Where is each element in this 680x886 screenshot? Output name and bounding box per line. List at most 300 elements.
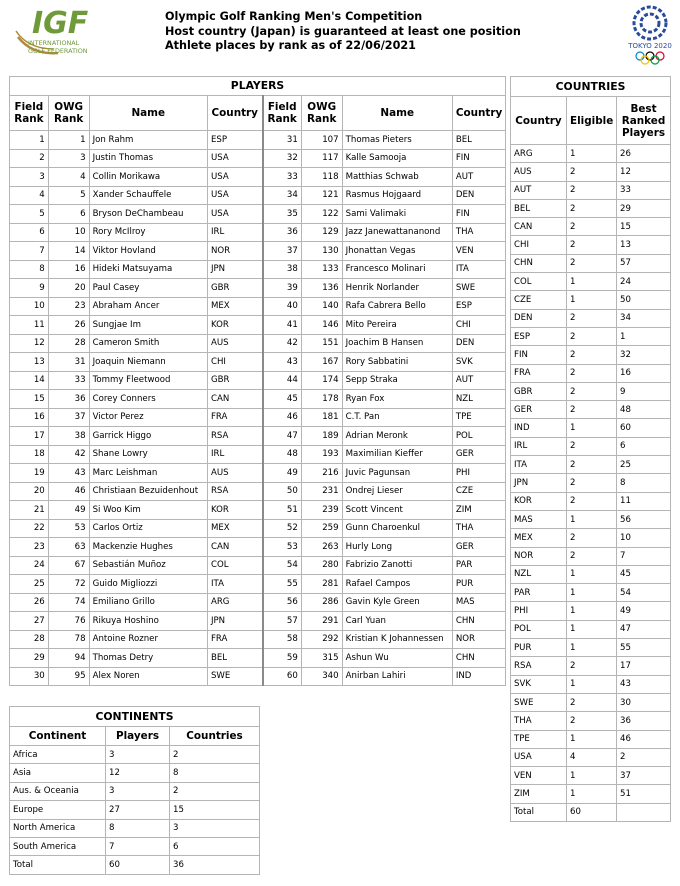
country-cell: 1 [567, 419, 617, 437]
players-header-cell: OWG Rank [48, 96, 89, 131]
country-cell: 2 [567, 657, 617, 675]
player-cell: Carl Yuan [342, 612, 452, 631]
player-cell: 60 [263, 667, 302, 686]
continent-row [10, 837, 260, 855]
player-cell: 47 [263, 427, 302, 446]
player-cell: Gavin Kyle Green [342, 593, 452, 612]
player-cell: 12 [10, 334, 49, 353]
country-cell: 46 [617, 730, 671, 748]
player-cell: Paul Casey [89, 279, 207, 298]
player-cell: 22 [10, 519, 49, 538]
player-cell: DEN [452, 186, 505, 205]
country-cell: 6 [617, 437, 671, 455]
player-cell: GBR [207, 279, 262, 298]
player-row [10, 556, 506, 575]
player-row [10, 223, 506, 242]
player-cell: 3 [48, 149, 89, 168]
country-cell: 51 [617, 785, 671, 803]
country-cell: 2 [567, 693, 617, 711]
player-cell: Gunn Charoenkul [342, 519, 452, 538]
player-cell: 54 [263, 556, 302, 575]
continent-row [10, 856, 260, 874]
tokyo-2020-logo [626, 4, 674, 66]
continent-row [10, 801, 260, 819]
player-cell: FRA [207, 408, 262, 427]
player-cell: 6 [48, 205, 89, 224]
player-cell: 291 [301, 612, 342, 631]
country-row [511, 584, 671, 602]
player-cell: Joachim B Hansen [342, 334, 452, 353]
country-cell: FIN [511, 346, 567, 364]
country-cell: 36 [617, 712, 671, 730]
player-row [10, 501, 506, 520]
country-cell: 1 [617, 327, 671, 345]
player-cell: NOR [207, 242, 262, 261]
player-cell: Rory McIlroy [89, 223, 207, 242]
player-cell: Sungjae Im [89, 316, 207, 335]
country-row [511, 785, 671, 803]
country-cell: 2 [567, 364, 617, 382]
player-cell: PUR [452, 575, 505, 594]
country-cell: CHN [511, 254, 567, 272]
continent-cell: 12 [106, 764, 170, 782]
country-cell: SVK [511, 675, 567, 693]
header-title: Olympic Golf Ranking Men's Competition [165, 10, 423, 23]
country-cell: POL [511, 620, 567, 638]
player-row [10, 519, 506, 538]
continent-cell: 60 [106, 856, 170, 874]
player-cell: 23 [10, 538, 49, 557]
player-row [10, 408, 506, 427]
player-cell: Si Woo Kim [89, 501, 207, 520]
player-cell: 53 [48, 519, 89, 538]
player-cell: 340 [301, 667, 342, 686]
country-cell: 2 [567, 218, 617, 236]
continent-cell: South America [10, 837, 106, 855]
player-cell: Sami Valimaki [342, 205, 452, 224]
player-cell: Joaquin Niemann [89, 353, 207, 372]
country-cell: 37 [617, 767, 671, 785]
country-row [511, 456, 671, 474]
continents-table [9, 706, 260, 875]
player-cell: 20 [10, 482, 49, 501]
continents-header-cell: Countries [170, 727, 260, 746]
player-cell: 189 [301, 427, 342, 446]
country-row [511, 767, 671, 785]
player-cell: Tommy Fleetwood [89, 371, 207, 390]
player-cell: SVK [452, 353, 505, 372]
continent-cell: 2 [170, 782, 260, 800]
player-cell: FIN [452, 149, 505, 168]
player-cell: Marc Leishman [89, 464, 207, 483]
player-cell: 76 [48, 612, 89, 631]
player-cell: KOR [207, 316, 262, 335]
country-cell: 2 [567, 712, 617, 730]
country-cell: ARG [511, 145, 567, 163]
player-cell: Matthias Schwab [342, 168, 452, 187]
country-cell: 1 [567, 639, 617, 657]
country-cell: 4 [567, 748, 617, 766]
player-cell: CHN [452, 649, 505, 668]
country-row [511, 419, 671, 437]
player-cell: 136 [301, 279, 342, 298]
country-cell: VEN [511, 767, 567, 785]
player-cell: Cameron Smith [89, 334, 207, 353]
continent-cell: 27 [106, 801, 170, 819]
player-cell: 27 [10, 612, 49, 631]
player-cell: 38 [48, 427, 89, 446]
country-cell: 11 [617, 492, 671, 510]
player-cell: 4 [10, 186, 49, 205]
player-cell: MEX [207, 297, 262, 316]
player-cell: Carlos Ortiz [89, 519, 207, 538]
player-cell: 74 [48, 593, 89, 612]
player-cell: Victor Perez [89, 408, 207, 427]
player-cell: Viktor Hovland [89, 242, 207, 261]
player-cell: MEX [207, 519, 262, 538]
player-row [10, 334, 506, 353]
continent-cell: Africa [10, 746, 106, 764]
header-date-line: Athlete places by rank as of 22/06/2021 [165, 39, 416, 52]
country-cell: 60 [567, 803, 617, 821]
country-cell: 24 [617, 273, 671, 291]
country-cell: 29 [617, 199, 671, 217]
player-cell: 122 [301, 205, 342, 224]
player-cell: 1 [10, 131, 49, 150]
players-header-cell: Field Rank [263, 96, 302, 131]
country-cell: 2 [567, 199, 617, 217]
player-cell: 19 [10, 464, 49, 483]
player-cell: 18 [10, 445, 49, 464]
player-cell: 118 [301, 168, 342, 187]
player-cell: Sebastián Muñoz [89, 556, 207, 575]
countries-header-cell: Country [511, 97, 567, 145]
player-cell: THA [452, 519, 505, 538]
country-cell: 1 [567, 510, 617, 528]
player-cell: FIN [452, 205, 505, 224]
player-cell: 140 [301, 297, 342, 316]
continents-table-title: CONTINENTS [10, 707, 260, 727]
player-cell: GER [452, 538, 505, 557]
player-cell: 16 [48, 260, 89, 279]
players-header-cell: Field Rank [10, 96, 49, 131]
player-cell: 45 [263, 390, 302, 409]
player-cell: 33 [263, 168, 302, 187]
player-cell: 20 [48, 279, 89, 298]
country-cell: BEL [511, 199, 567, 217]
country-row [511, 657, 671, 675]
player-cell: 286 [301, 593, 342, 612]
continent-row [10, 819, 260, 837]
player-cell: 6 [10, 223, 49, 242]
player-cell: 231 [301, 482, 342, 501]
continent-cell: Total [10, 856, 106, 874]
player-cell: 43 [263, 353, 302, 372]
country-row [511, 547, 671, 565]
country-cell: 2 [567, 437, 617, 455]
continent-cell: 3 [170, 819, 260, 837]
country-cell: MEX [511, 529, 567, 547]
player-cell: CHI [207, 353, 262, 372]
player-cell: Juvic Pagunsan [342, 464, 452, 483]
country-cell: COL [511, 273, 567, 291]
player-cell: JPN [207, 260, 262, 279]
country-cell: 2 [567, 163, 617, 181]
player-cell: Abraham Ancer [89, 297, 207, 316]
player-cell: CAN [207, 538, 262, 557]
player-cell: 4 [48, 168, 89, 187]
player-cell: 21 [10, 501, 49, 520]
player-cell: PHI [452, 464, 505, 483]
player-cell: CHN [452, 612, 505, 631]
players-header-cell: Country [452, 96, 505, 131]
country-cell: CZE [511, 291, 567, 309]
player-cell: Kristian K Johannessen [342, 630, 452, 649]
country-cell: ESP [511, 327, 567, 345]
player-cell: Anirban Lahiri [342, 667, 452, 686]
player-row [10, 538, 506, 557]
country-cell: 13 [617, 236, 671, 254]
player-row [10, 630, 506, 649]
continents-header-cell: Players [106, 727, 170, 746]
country-cell: 26 [617, 145, 671, 163]
country-cell: 2 [567, 254, 617, 272]
player-cell: 43 [48, 464, 89, 483]
player-cell: Thomas Pieters [342, 131, 452, 150]
player-cell: 31 [263, 131, 302, 150]
player-cell: 72 [48, 575, 89, 594]
player-cell: Jon Rahm [89, 131, 207, 150]
player-cell: 174 [301, 371, 342, 390]
continent-cell: Aus. & Oceania [10, 782, 106, 800]
player-cell: 35 [263, 205, 302, 224]
country-cell: DEN [511, 309, 567, 327]
country-cell: 1 [567, 565, 617, 583]
player-row [10, 353, 506, 372]
countries-table [510, 76, 671, 822]
continent-row [10, 782, 260, 800]
country-cell: THA [511, 712, 567, 730]
player-cell: 263 [301, 538, 342, 557]
player-cell: DEN [452, 334, 505, 353]
country-row [511, 364, 671, 382]
country-cell: SWE [511, 693, 567, 711]
continents-header-cell: Continent [10, 727, 106, 746]
player-cell: 2 [10, 149, 49, 168]
country-cell: 49 [617, 602, 671, 620]
country-row [511, 254, 671, 272]
player-cell: KOR [207, 501, 262, 520]
country-cell: 12 [617, 163, 671, 181]
country-cell: 10 [617, 529, 671, 547]
country-cell: 47 [617, 620, 671, 638]
country-cell: JPN [511, 474, 567, 492]
player-cell: 36 [48, 390, 89, 409]
player-cell: TPE [452, 408, 505, 427]
country-cell: 7 [617, 547, 671, 565]
country-cell: TPE [511, 730, 567, 748]
player-cell: 167 [301, 353, 342, 372]
player-cell: 40 [263, 297, 302, 316]
country-cell: 2 [567, 547, 617, 565]
player-cell: 56 [263, 593, 302, 612]
player-cell: BEL [452, 131, 505, 150]
country-cell: 2 [567, 309, 617, 327]
country-cell: IRL [511, 437, 567, 455]
player-cell: Christiaan Bezuidenhout [89, 482, 207, 501]
player-cell: IRL [207, 445, 262, 464]
country-cell: 1 [567, 767, 617, 785]
player-cell: 29 [10, 649, 49, 668]
country-cell: ZIM [511, 785, 567, 803]
player-row [10, 316, 506, 335]
player-cell: Ondrej Lieser [342, 482, 452, 501]
player-cell: BEL [207, 649, 262, 668]
country-row [511, 382, 671, 400]
player-cell: 37 [48, 408, 89, 427]
player-cell: 33 [48, 371, 89, 390]
player-cell: 55 [263, 575, 302, 594]
player-row [10, 186, 506, 205]
country-row [511, 474, 671, 492]
country-row [511, 510, 671, 528]
continent-cell: 6 [170, 837, 260, 855]
continent-row [10, 746, 260, 764]
player-cell: Jhonattan Vegas [342, 242, 452, 261]
country-row [511, 273, 671, 291]
country-row [511, 309, 671, 327]
player-cell: 146 [301, 316, 342, 335]
player-cell: IND [452, 667, 505, 686]
player-cell: USA [207, 186, 262, 205]
header-subtitle: Host country (Japan) is guaranteed at least one position [165, 24, 521, 38]
player-cell: 8 [10, 260, 49, 279]
player-cell: GER [452, 445, 505, 464]
player-cell: 46 [48, 482, 89, 501]
player-cell: 121 [301, 186, 342, 205]
country-cell: 2 [567, 401, 617, 419]
player-cell: RSA [207, 427, 262, 446]
player-cell: C.T. Pan [342, 408, 452, 427]
player-cell: Maximilian Kieffer [342, 445, 452, 464]
player-cell: Justin Thomas [89, 149, 207, 168]
country-cell: 25 [617, 456, 671, 474]
country-row [511, 181, 671, 199]
player-cell: SWE [207, 667, 262, 686]
player-cell: AUT [452, 371, 505, 390]
country-row [511, 639, 671, 657]
country-cell: RSA [511, 657, 567, 675]
player-cell: 28 [10, 630, 49, 649]
player-cell: IRL [207, 223, 262, 242]
player-cell: 17 [10, 427, 49, 446]
player-cell: 50 [263, 482, 302, 501]
continent-row [10, 764, 260, 782]
continent-cell: 8 [106, 819, 170, 837]
player-cell: 58 [263, 630, 302, 649]
country-cell: 48 [617, 401, 671, 419]
player-cell: 36 [263, 223, 302, 242]
player-cell: 216 [301, 464, 342, 483]
player-cell: 31 [48, 353, 89, 372]
country-cell: 34 [617, 309, 671, 327]
country-cell: AUT [511, 181, 567, 199]
document-header [165, 10, 521, 54]
player-row [10, 149, 506, 168]
player-cell: Xander Schauffele [89, 186, 207, 205]
player-cell: ESP [207, 131, 262, 150]
country-row [511, 163, 671, 181]
country-row [511, 748, 671, 766]
player-cell: Rafael Campos [342, 575, 452, 594]
country-cell: 32 [617, 346, 671, 364]
player-cell: 23 [48, 297, 89, 316]
country-cell: GBR [511, 382, 567, 400]
country-cell: 2 [567, 327, 617, 345]
player-cell: CZE [452, 482, 505, 501]
player-cell: Shane Lowry [89, 445, 207, 464]
player-row [10, 242, 506, 261]
country-cell: NOR [511, 547, 567, 565]
country-row [511, 620, 671, 638]
player-cell: 28 [48, 334, 89, 353]
country-cell: 45 [617, 565, 671, 583]
player-cell: 30 [10, 667, 49, 686]
country-row [511, 401, 671, 419]
country-cell: PAR [511, 584, 567, 602]
countries-header-cell: Eligible [567, 97, 617, 145]
player-cell: COL [207, 556, 262, 575]
country-cell: 2 [567, 346, 617, 364]
player-cell: Scott Vincent [342, 501, 452, 520]
player-row [10, 279, 506, 298]
player-cell: 51 [263, 501, 302, 520]
country-row [511, 803, 671, 821]
player-cell: 10 [10, 297, 49, 316]
country-row [511, 565, 671, 583]
player-cell: 49 [263, 464, 302, 483]
country-cell: 8 [617, 474, 671, 492]
player-cell: ITA [207, 575, 262, 594]
country-cell: IND [511, 419, 567, 437]
continent-cell: Asia [10, 764, 106, 782]
player-cell: 67 [48, 556, 89, 575]
country-cell: FRA [511, 364, 567, 382]
player-cell: 129 [301, 223, 342, 242]
player-cell: 38 [263, 260, 302, 279]
player-cell: USA [207, 149, 262, 168]
player-cell: RSA [207, 482, 262, 501]
continent-cell: 15 [170, 801, 260, 819]
player-cell: 1 [48, 131, 89, 150]
player-cell: Collin Morikawa [89, 168, 207, 187]
player-cell: 5 [10, 205, 49, 224]
player-cell: Francesco Molinari [342, 260, 452, 279]
player-cell: 94 [48, 649, 89, 668]
country-cell: 43 [617, 675, 671, 693]
igf-logo [14, 3, 102, 63]
country-cell: Total [511, 803, 567, 821]
country-row [511, 675, 671, 693]
country-row [511, 199, 671, 217]
player-cell: Bryson DeChambeau [89, 205, 207, 224]
country-row [511, 529, 671, 547]
country-row [511, 730, 671, 748]
players-header-cell: Name [342, 96, 452, 131]
player-cell: Fabrizio Zanotti [342, 556, 452, 575]
country-row [511, 492, 671, 510]
player-cell: MAS [452, 593, 505, 612]
